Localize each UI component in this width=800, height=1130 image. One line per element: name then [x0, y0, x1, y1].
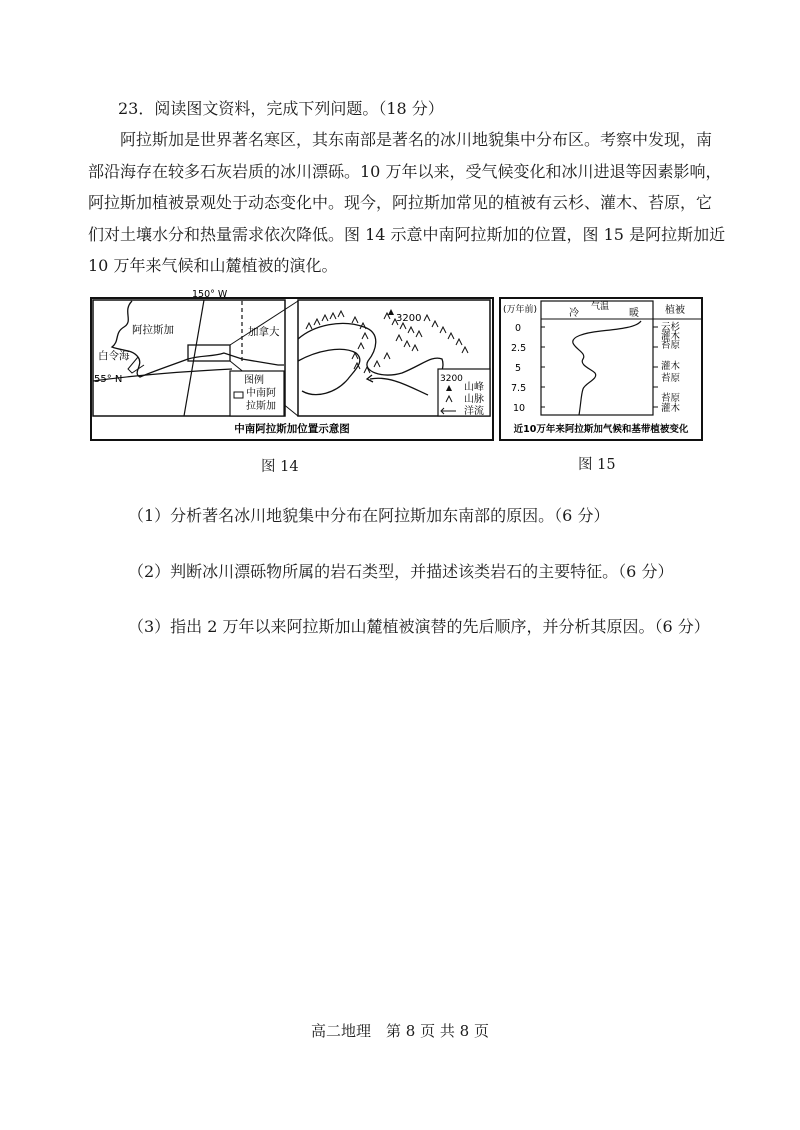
veg-5: 苔原	[661, 373, 681, 384]
figure-15	[499, 297, 703, 441]
veg-2: 灌木	[661, 331, 681, 342]
label-canada: 加拿大	[248, 326, 280, 338]
label-latitude: 55° N	[94, 374, 123, 385]
temperature-curve	[573, 321, 641, 415]
legend-peak: 山峰	[464, 382, 484, 393]
y-tick-3: 7.5	[511, 383, 527, 394]
label-bering: 白令海	[98, 350, 130, 362]
veg-1: 云杉	[661, 322, 681, 333]
header-y: (万年前)	[503, 305, 538, 315]
coastline-right	[298, 323, 443, 416]
header-temp: 气温	[591, 302, 610, 312]
figure-15-inner-caption: 近10万年来阿拉斯加气候和基带植被变化	[513, 424, 689, 435]
page-footer: 高二地理 第 8 页 共 8 页	[311, 1022, 489, 1040]
y-tick-2: 5	[515, 363, 522, 374]
passage	[88, 124, 726, 282]
subquestion-1: （1）分析著名冰川地貌集中分布在阿拉斯加东南部的原因。（6 分）	[128, 506, 610, 525]
figure-14	[90, 289, 494, 441]
legend-mountain: 山脉	[464, 394, 484, 405]
y-axis	[511, 323, 545, 414]
figure-14-svg	[92, 289, 492, 439]
figure-15-svg	[501, 299, 701, 439]
label-longitude: 150° W	[192, 289, 228, 300]
legend-item-line2: 拉斯加	[246, 401, 276, 412]
figure-15-caption: 图 15	[578, 457, 616, 473]
y-tick-1: 2.5	[511, 343, 527, 354]
legend-title: 图例	[244, 375, 264, 386]
veg-7: 灌木	[661, 403, 681, 414]
header-veg: 植被	[665, 305, 685, 316]
figure-14-inner-caption: 中南阿拉斯加位置示意图	[234, 423, 350, 435]
passage-line-5: 10 万年来气候和山麓植被的演化。	[88, 256, 338, 275]
vegetation-ticks	[653, 327, 658, 407]
subquestion-2: （2）判断冰川漂砾物所属的岩石类型，并描述该类岩石的主要特征。（6 分）	[128, 562, 674, 581]
legend-current: 洋流	[464, 406, 484, 417]
label-warm: 暖	[629, 308, 639, 319]
label-cold: 冷	[569, 308, 579, 319]
ocean-current-arrow	[370, 378, 428, 395]
legend-item-line1: 中南阿	[246, 388, 276, 399]
passage-line-1: 阿拉斯加是世界著名寒区，其东南部是著名的冰川地貌集中分布区。考察中发现，南	[120, 130, 713, 149]
subquestion-3: （3）指出 2 万年以来阿拉斯加山麓植被演替的先后顺序，并分析其原因。（6 分）	[128, 617, 710, 636]
passage-line-4: 们对土壤水分和热量需求依次降低。图 14 示意中南阿拉斯加的位置，图 15 是阿拉斯加近	[88, 224, 726, 244]
passage-line-3: 阿拉斯加植被景观处于动态变化中。现今，阿拉斯加常见的植被有云杉、灌木、苔原，它	[88, 193, 713, 212]
y-tick-4: 10	[513, 403, 526, 414]
question-title: 23．阅读图文资料，完成下列问题。（18 分）	[118, 99, 444, 118]
passage-line-2: 部沿海存在较多石灰岩质的冰川漂砾。10 万年以来，受气候变化和冰川进退等因素影响，	[88, 161, 722, 181]
label-alaska: 阿拉斯加	[132, 324, 174, 336]
y-tick-0: 0	[515, 323, 522, 334]
veg-6: 苔原	[661, 393, 681, 404]
peak-label: 3200	[396, 313, 422, 324]
alaska-coast	[112, 301, 284, 377]
figure-14-caption: 图 14	[261, 459, 299, 475]
legend-peak-value: 3200	[440, 374, 463, 384]
veg-3: 苔原	[661, 340, 681, 351]
veg-4: 灌木	[661, 361, 681, 372]
peak-symbol	[388, 309, 394, 315]
mountain-range-symbols	[306, 311, 468, 373]
